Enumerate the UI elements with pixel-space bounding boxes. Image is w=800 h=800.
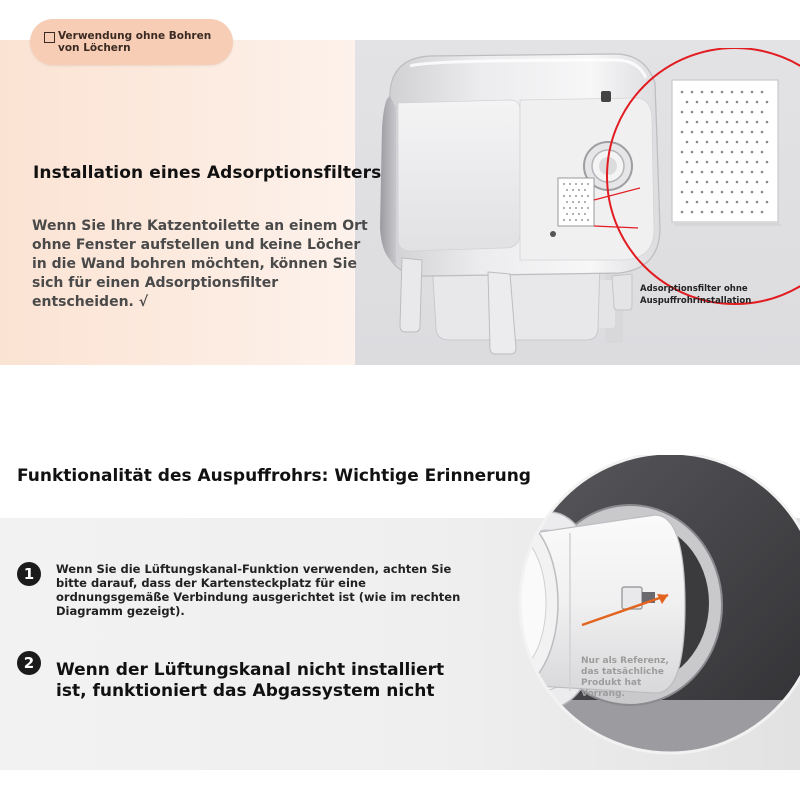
exhaust-note-2 (56, 660, 446, 702)
filter-caption-line-2: Auspuffrohrinstallation (640, 296, 752, 306)
description-line: entscheiden. √ (32, 294, 149, 310)
description-line: ohne Fenster aufstellen und keine Löcher (32, 237, 361, 253)
disclaimer-line: Vorrang. (581, 689, 625, 699)
description-line: in die Wand bohren möchten, können Sie (32, 256, 357, 272)
disclaimer-line: das tatsächliche (581, 667, 664, 677)
note-line: bitte darauf, dass der Kartensteckplatz für eine (56, 576, 366, 590)
filter-caption (640, 283, 765, 307)
filter-caption-line-1: Adsorptionsfilter ohne (640, 284, 748, 294)
note-line: Wenn der Lüftungskanal nicht installiert (56, 660, 445, 680)
exhaust-note-1 (56, 562, 461, 618)
leg (400, 258, 422, 332)
filter-section-title: Installation eines Adsorptionsfilters (33, 163, 382, 183)
badge-line-2: von Löchern (58, 42, 131, 54)
drill-icon (44, 32, 55, 43)
disclaimer-line: Produkt hat (581, 678, 642, 688)
step-number-2: 2 (17, 651, 41, 675)
filter-section-description (32, 217, 372, 312)
description-line: sich für einen Adsorptionsfilter (32, 275, 279, 291)
litter-box-illustration (370, 48, 800, 358)
exhaust-pipe-illustration (450, 455, 800, 755)
reference-disclaimer (581, 656, 691, 700)
note-line: ordnungsgemäße Verbindung ausgerichtet ist (wie im rechten (56, 590, 461, 604)
note-line: Diagramm gezeigt). (56, 604, 185, 618)
feature-badge (30, 19, 233, 65)
badge-line-1: Verwendung ohne Bohren (58, 30, 212, 42)
disclaimer-line: Nur als Referenz, (581, 656, 669, 666)
step-number-1: 1 (17, 562, 41, 586)
note-line: Wenn Sie die Lüftungskanal-Funktion verwenden, achten Sie (56, 562, 452, 576)
note-line: ist, funktioniert das Abgassystem nicht (56, 681, 435, 701)
filter-sheet (558, 178, 594, 226)
description-line: Wenn Sie Ihre Katzentoilette an einem Ort (32, 218, 368, 234)
exhaust-section-title: Funktionalität des Auspuffrohrs: Wichtige Erinnerung (17, 466, 531, 486)
